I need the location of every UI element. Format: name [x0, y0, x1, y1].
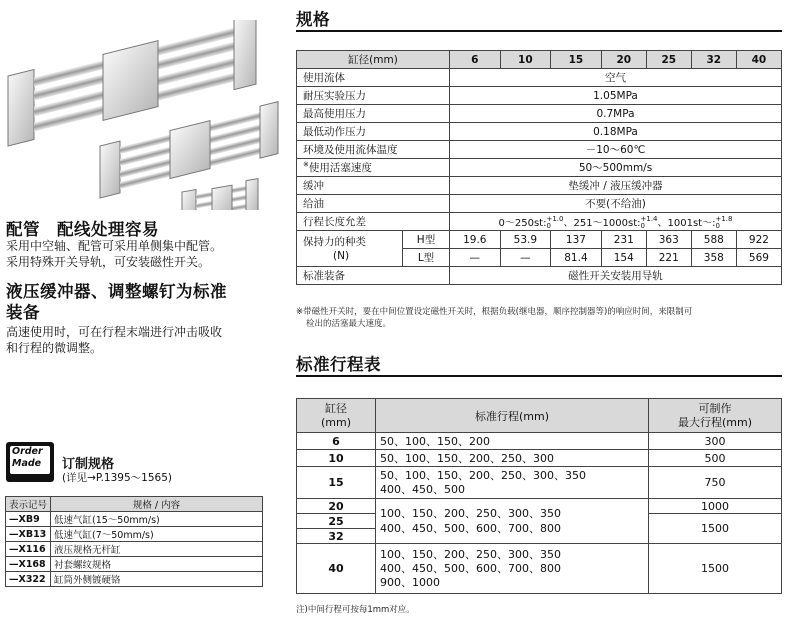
stroke-bore: 10	[297, 450, 376, 467]
stroke-header-max	[649, 399, 782, 433]
header-line: (mm)	[320, 415, 351, 429]
order-code: —XB13	[6, 527, 51, 542]
spec-value: 磁性开关安装用导轨	[450, 267, 782, 285]
stroke-std	[376, 499, 649, 544]
order-made-badge	[6, 442, 54, 482]
table-row	[6, 542, 263, 557]
table-row	[297, 213, 782, 231]
tol-part: 0～250st:	[498, 217, 547, 229]
spec-header-row	[297, 51, 782, 69]
heading-line: 装备	[6, 303, 40, 322]
table-row	[297, 450, 782, 467]
holding-value: 363	[646, 231, 691, 249]
spec-bore-col: 40	[736, 51, 781, 69]
spec-label: 最低动作压力	[297, 123, 450, 141]
stroke-header-row	[297, 399, 782, 433]
header-line: 缸径	[325, 401, 347, 415]
table-row	[297, 267, 782, 285]
tol-lower: 0	[715, 221, 720, 230]
stroke-bore: 32	[297, 529, 376, 544]
order-table	[5, 496, 263, 587]
order-code: —X322	[6, 572, 51, 587]
spec-label: 缓冲	[297, 177, 450, 195]
spec-label: 耐压实验压力	[297, 87, 450, 105]
spec-value: 0.18MPa	[450, 123, 782, 141]
stroke-max: 500	[649, 450, 782, 467]
holding-type-h: H型	[403, 231, 450, 249]
spec-value: 不要(不给油)	[450, 195, 782, 213]
holding-value: —	[500, 249, 551, 267]
table-row	[297, 87, 782, 105]
holding-unit: (N)	[333, 249, 350, 262]
order-spec: 低速气缸(15～50mm/s)	[51, 512, 263, 527]
tol-lower: 0	[546, 221, 551, 230]
tol-upper: +1.0	[546, 214, 564, 223]
order-code: —X168	[6, 557, 51, 572]
spec-value: 0.7MPa	[450, 105, 782, 123]
holding-type-l: L型	[403, 249, 450, 267]
table-row	[6, 572, 263, 587]
stroke-bore: 6	[297, 433, 376, 450]
holding-value: 154	[601, 249, 646, 267]
spec-bore-col: 6	[450, 51, 501, 69]
spec-label: 环境及使用流体温度	[297, 141, 450, 159]
tol-lower: 0	[640, 221, 645, 230]
product-image	[0, 20, 280, 210]
table-row	[297, 141, 782, 159]
stroke-title-rule	[296, 375, 782, 377]
order-col-spec: 规格 / 内容	[51, 497, 263, 512]
feature-heading-piping: 配管 配线处理容易	[6, 220, 159, 239]
order-spec: 衬套螺纹规格	[51, 557, 263, 572]
spec-label	[297, 159, 450, 177]
holding-label: 保持力的种类	[303, 235, 366, 248]
stroke-max: 750	[649, 467, 782, 499]
table-row	[297, 123, 782, 141]
table-row	[297, 499, 782, 514]
heading-line: 液压缓冲器、调整螺钉为标准	[6, 282, 227, 301]
badge-line: Order	[12, 446, 43, 457]
note-line: 检出的活塞最大速度。	[306, 319, 392, 329]
tol-upper: +1.4	[640, 214, 658, 223]
holding-value: 53.9	[500, 231, 551, 249]
stroke-bore: 40	[297, 544, 376, 594]
table-row	[6, 557, 263, 572]
holding-value: 137	[551, 231, 602, 249]
holding-value: 19.6	[450, 231, 501, 249]
note-line: ※带磁性开关时，要在中间位置设定磁性开关时，根据负载(继电器，顺序控制器等)的响应时间，来限制可	[296, 307, 693, 317]
small-cylinder	[182, 179, 258, 210]
spec-label-holding	[297, 231, 403, 267]
holding-value: 358	[691, 249, 736, 267]
order-spec: 低速气缸(7～50mm/s)	[51, 527, 263, 542]
feature-text-piping	[6, 238, 222, 270]
spec-value: 垫缓冲 / 液压缓冲器	[450, 177, 782, 195]
table-row	[297, 433, 782, 450]
order-table-header	[6, 497, 263, 512]
spec-value: 空气	[450, 69, 782, 87]
spec-note	[296, 306, 788, 330]
holding-value: 588	[691, 231, 736, 249]
spec-label: 最高使用压力	[297, 105, 450, 123]
table-row	[297, 69, 782, 87]
spec-title: 规格	[296, 10, 330, 29]
spec-bore-col: 15	[551, 51, 602, 69]
stroke-bore: 15	[297, 467, 376, 499]
stroke-std	[376, 467, 649, 499]
spec-bore-col: 10	[500, 51, 551, 69]
table-row	[6, 527, 263, 542]
spec-value: 50～500mm/s	[450, 159, 782, 177]
stroke-line: 900、1000	[380, 575, 440, 589]
stroke-max: 1000	[649, 499, 782, 514]
tol-upper: +1.8	[715, 214, 733, 223]
order-spec: 缸筒外侧镀硬铬	[51, 572, 263, 587]
spec-bore-col: 25	[646, 51, 691, 69]
spec-value: －10～60℃	[450, 141, 782, 159]
stroke-std: 50、100、150、200、250、300	[376, 450, 649, 467]
table-row	[297, 467, 782, 499]
holding-value: —	[450, 249, 501, 267]
text-line: 和行程的微调整。	[6, 341, 103, 355]
table-row	[297, 159, 782, 177]
header-line: 可制作	[698, 401, 732, 415]
spec-label: 行程长度允差	[297, 213, 450, 231]
holding-value: 569	[736, 249, 781, 267]
spec-table	[296, 50, 782, 285]
header-line: 最大行程(mm)	[677, 415, 752, 429]
order-made-title: 订制规格	[62, 457, 115, 472]
stroke-bore: 20	[297, 499, 376, 514]
order-col-code: 表示记号	[6, 497, 51, 512]
feature-heading-shock	[6, 281, 227, 323]
table-row	[297, 195, 782, 213]
holding-value: 81.4	[551, 249, 602, 267]
order-code: —X116	[6, 542, 51, 557]
stroke-line: 400、450、500、600、700、800	[380, 522, 561, 535]
stroke-table	[296, 398, 782, 594]
spec-label: 标准装备	[297, 267, 450, 285]
stroke-max: 1500	[649, 544, 782, 594]
order-made-ref: (详见→P.1395～1565)	[62, 472, 172, 484]
spec-bore-col: 20	[601, 51, 646, 69]
text-line: 高速使用时，可在行程末端进行冲击吸收	[6, 325, 223, 339]
note-mark: ※	[303, 160, 309, 169]
spec-label: 给油	[297, 195, 450, 213]
spec-header-bore: 缸径(mm)	[297, 51, 450, 69]
spec-label-text: 使用活塞速度	[308, 162, 372, 174]
table-row	[297, 231, 782, 249]
order-code: —XB9	[6, 512, 51, 527]
stroke-bore: 25	[297, 514, 376, 529]
spec-label: 使用流体	[297, 69, 450, 87]
spec-value: 1.05MPa	[450, 87, 782, 105]
feature-text-shock	[6, 324, 222, 356]
holding-value: 922	[736, 231, 781, 249]
table-row	[297, 544, 782, 594]
stroke-header-bore	[297, 399, 376, 433]
spec-bore-col: 32	[691, 51, 736, 69]
order-spec: 液压规格无杆缸	[51, 542, 263, 557]
stroke-note: 注)中间行程可按每1mm对应。	[296, 605, 415, 615]
spec-title-rule	[296, 30, 782, 32]
stroke-header-std: 标准行程(mm)	[376, 399, 649, 433]
stroke-line: 100、150、200、250、300、350	[380, 547, 561, 561]
table-row	[297, 105, 782, 123]
tol-part: 、251～1000st:	[563, 217, 641, 229]
holding-value: 221	[646, 249, 691, 267]
stroke-title: 标准行程表	[296, 355, 381, 374]
stroke-line: 400、450、500	[380, 482, 465, 496]
table-row	[297, 177, 782, 195]
stroke-max: 300	[649, 433, 782, 450]
stroke-line: 50、100、150、200、250、300、350	[380, 468, 586, 482]
text-line: 采用特殊开关导轨，可安装磁性开关。	[6, 255, 211, 269]
stroke-std: 50、100、150、200	[376, 433, 649, 450]
spec-tolerance-value	[450, 213, 782, 231]
tol-part: 、1001st～:	[657, 217, 716, 229]
badge-line: Made	[12, 458, 42, 469]
stroke-line: 400、450、500、600、700、800	[380, 561, 561, 575]
stroke-max: 1500	[649, 514, 782, 544]
text-line: 采用中空轴、配管可采用单侧集中配管。	[6, 239, 223, 253]
holding-value: 231	[601, 231, 646, 249]
stroke-std	[376, 544, 649, 594]
stroke-line: 100、150、200、250、300、350	[380, 507, 561, 520]
table-row	[6, 512, 263, 527]
